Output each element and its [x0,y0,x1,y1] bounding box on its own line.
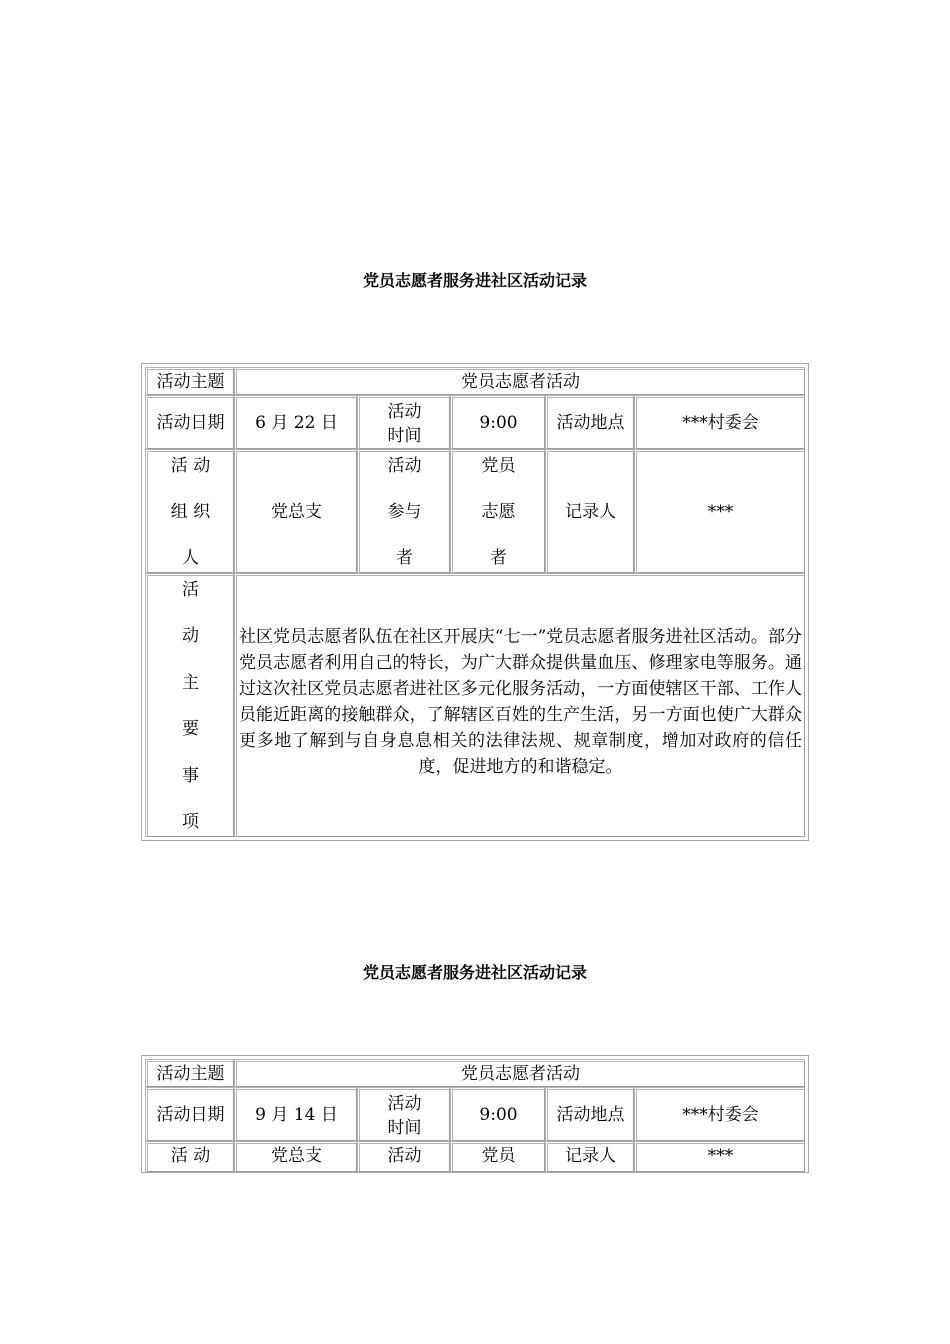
place-value-2: ***村委会 [634,1087,805,1141]
recorder-label: 记录人 [545,449,634,573]
place-value: ***村委会 [634,395,805,449]
theme-value-2: 党员志愿者活动 [234,1059,805,1087]
participant-label-line-2: 参与 [387,502,422,522]
place-label-2: 活动地点 [545,1087,634,1141]
time-label-2-line-1: 活动 [387,1094,422,1114]
organizer-label-line-1: 活 动 [170,456,211,476]
organizer-label-line-3: 人 [182,548,199,568]
record-title-2: 党员志愿者服务进社区活动记录 [362,963,587,982]
organizer-value: 党总支 [234,449,357,573]
participant-value-line-2: 志愿 [481,502,516,522]
record-table-2 [141,1055,809,1173]
record-title: 党员志愿者服务进社区活动记录 [362,271,587,290]
matters-label-char-3: 主 [182,672,199,693]
organizer-label-2: 活 动 [145,1141,234,1172]
matters-label [145,573,234,837]
recorder-value-2: *** [634,1141,805,1172]
matters-label-char-2: 动 [182,626,199,647]
recorder-value: *** [634,449,805,573]
time-label [357,395,450,449]
participant-label-2: 活动 [357,1141,450,1172]
participant-value [450,449,545,573]
time-label-line-2: 时间 [387,426,422,446]
date-value-2: 9 月 14 日 [234,1087,357,1141]
recorder-label-2: 记录人 [545,1141,634,1172]
matters-label-char-5: 事 [182,765,199,786]
time-value: 9:00 [450,395,545,449]
time-label-2-line-2: 时间 [387,1118,422,1138]
organizer-value-2: 党总支 [234,1141,357,1172]
matters-label-char-4: 要 [182,719,199,740]
participant-value-2: 党员 [450,1141,545,1172]
matters-label-char-1: 活 [182,580,199,600]
theme-value: 党员志愿者活动 [234,367,805,395]
participant-label-line-3: 者 [396,548,413,568]
theme-label-2: 活动主题 [145,1059,234,1087]
participant-label-line-1: 活动 [387,456,422,476]
date-label: 活动日期 [145,395,234,449]
time-label-2 [357,1087,450,1141]
organizer-label-line-2: 组 织 [170,502,211,522]
organizer-label [145,449,234,573]
time-value-2: 9:00 [450,1087,545,1141]
date-value: 6 月 22 日 [234,395,357,449]
matters-text: 社区党员志愿者队伍在社区开展庆“七一”党员志愿者服务进社区活动。部分党员志愿者利用自己的特长，为广大群众提供量血压、修理家电等服务。通过这次社区党员志愿者进社区多元化服务活动，一方面使辖区干部、工作人员能近距离的接触群众，了解辖区百姓的生产生活，另一方面也使广大群众更多地了解到与自身息息相关的法律法规、规章制度，增加对政府的信任度，促进地方的和谐稳定。 [239,627,802,777]
participant-value-line-3: 者 [490,548,507,568]
participant-value-line-1: 党员 [481,456,516,476]
record-table [141,363,809,841]
matters-label-char-6: 项 [182,811,199,832]
matters-content [234,573,805,837]
time-label-line-1: 活动 [387,402,422,422]
place-label: 活动地点 [545,395,634,449]
participant-label [357,449,450,573]
theme-label: 活动主题 [145,367,234,395]
date-label-2: 活动日期 [145,1087,234,1141]
